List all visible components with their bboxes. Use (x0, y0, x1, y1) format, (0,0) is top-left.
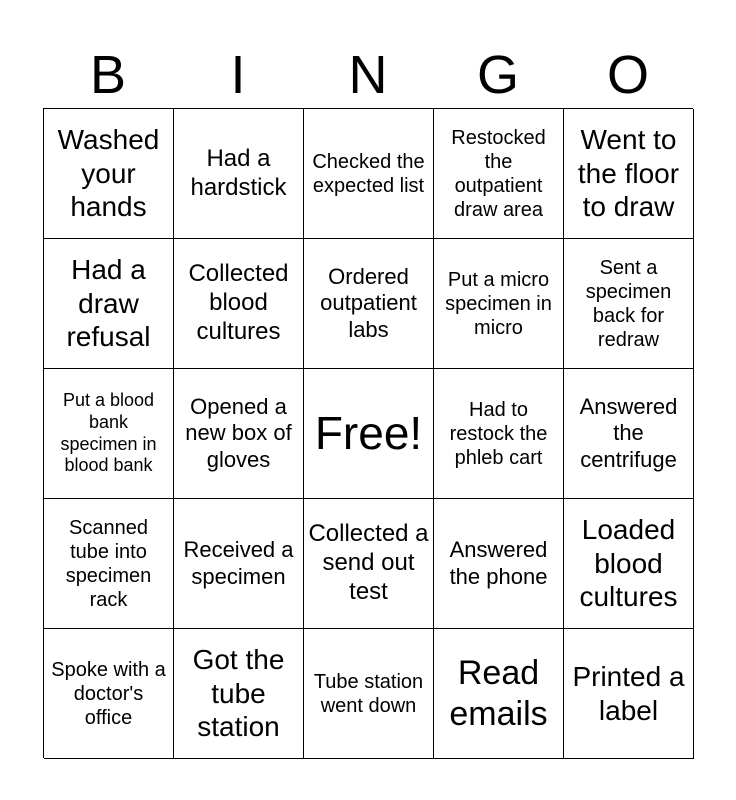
header-letter-g: G (476, 45, 519, 105)
bingo-cell-r2c2[interactable] (174, 239, 304, 369)
cell-text: Printed a label (572, 660, 685, 726)
bingo-cell-r4c3[interactable] (304, 499, 434, 629)
bingo-cell-r4c1[interactable] (44, 499, 174, 629)
header-letter-i: I (230, 45, 246, 105)
bingo-cell-r1c5[interactable] (564, 109, 694, 239)
bingo-card-grid (43, 108, 693, 758)
cell-text: Got the tube station (192, 644, 285, 743)
cell-text: Washed your hands (57, 124, 160, 223)
bingo-cell-free[interactable] (304, 369, 434, 499)
cell-text: Sent a specimen back for redraw (585, 256, 672, 351)
cell-text: Read emails (449, 653, 548, 733)
cell-text: Spoke with a doctor's office (51, 658, 166, 729)
header-letter-b: B (89, 45, 127, 105)
cell-text: Collected blood cultures (188, 260, 289, 345)
bingo-cell-r1c1[interactable] (44, 109, 174, 239)
cell-text: Answered the phone (449, 537, 548, 589)
cell-text: Checked the expected list (312, 150, 425, 197)
header-letter-n: N (348, 45, 388, 105)
bingo-cell-r2c5[interactable] (564, 239, 694, 369)
cell-text: Had a draw refusal (66, 254, 151, 353)
free-space-label: Free! (314, 406, 423, 459)
cell-text: Had to restock the phleb cart (449, 398, 548, 469)
bingo-cell-r4c5[interactable] (564, 499, 694, 629)
bingo-cell-r2c1[interactable] (44, 239, 174, 369)
header-letter-o: O (606, 45, 649, 105)
bingo-cell-r3c4[interactable] (434, 369, 564, 499)
cell-text: Scanned tube into specimen rack (65, 516, 152, 611)
bingo-cell-r1c3[interactable] (304, 109, 434, 239)
cell-text: Collected a send out test (308, 520, 429, 605)
bingo-cell-r1c4[interactable] (434, 109, 564, 239)
bingo-header (43, 42, 693, 108)
bingo-cell-r2c3[interactable] (304, 239, 434, 369)
cell-text: Opened a new box of gloves (185, 393, 292, 472)
cell-text: Put a micro specimen in micro (445, 268, 552, 339)
bingo-cell-r3c5[interactable] (564, 369, 694, 499)
cell-text: Went to the floor to draw (577, 124, 680, 223)
bingo-cell-r5c2[interactable] (174, 629, 304, 759)
cell-text: Put a blood bank specimen in blood bank (60, 390, 157, 476)
bingo-cell-r4c2[interactable] (174, 499, 304, 629)
bingo-cell-r1c2[interactable] (174, 109, 304, 239)
bingo-cell-r5c4[interactable] (434, 629, 564, 759)
cell-text: Received a specimen (183, 537, 294, 589)
bingo-cell-r2c4[interactable] (434, 239, 564, 369)
cell-text: Tube station went down (313, 670, 424, 717)
cell-text: Loaded blood cultures (579, 514, 678, 613)
bingo-cell-r5c1[interactable] (44, 629, 174, 759)
cell-text: Answered the centrifuge (579, 393, 678, 472)
bingo-cell-r5c3[interactable] (304, 629, 434, 759)
bingo-cell-r4c4[interactable] (434, 499, 564, 629)
bingo-cell-r3c2[interactable] (174, 369, 304, 499)
bingo-cell-r3c1[interactable] (44, 369, 174, 499)
cell-text: Had a hardstick (190, 144, 287, 201)
bingo-cell-r5c5[interactable] (564, 629, 694, 759)
cell-text: Ordered outpatient labs (320, 263, 417, 342)
cell-text: Restocked the outpatient draw area (451, 126, 546, 221)
